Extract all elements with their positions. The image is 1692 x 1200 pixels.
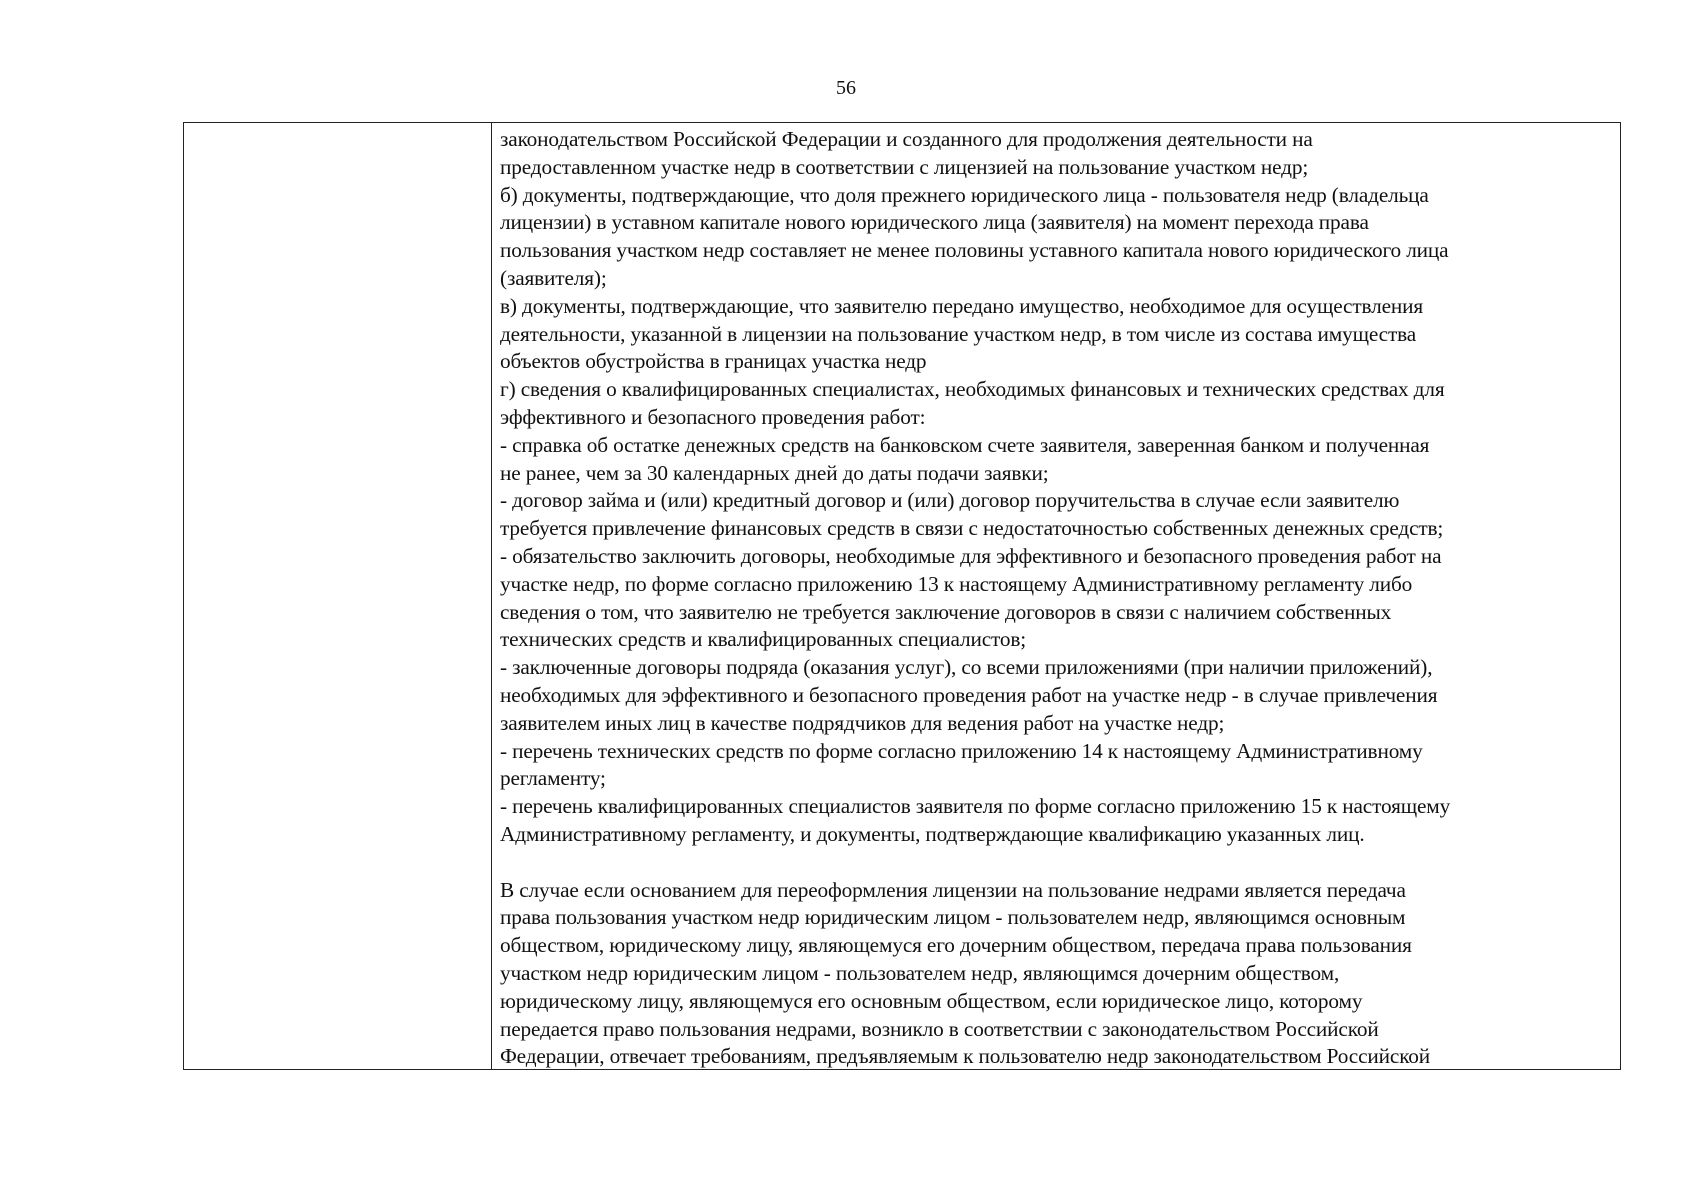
- text-line: права пользования участком недр юридическим лицом - пользователем недр, являющимся основным: [500, 905, 1406, 930]
- text-line: участке недр, по форме согласно приложению 13 к настоящему Административному регламенту либо: [500, 571, 1413, 596]
- text-line: предоставленном участке недр в соответствии с лицензией на пользование участком недр;: [500, 154, 1309, 179]
- table-left-cell: [184, 123, 492, 1069]
- text-line: передается право пользования недрами, возникло в соответствии с законодательством Российской: [500, 1016, 1379, 1041]
- text-line: (заявителя);: [500, 265, 607, 290]
- text-line: В случае если основанием для переоформления лицензии на пользование недрами является передача: [500, 877, 1406, 902]
- table-right-cell: [494, 123, 1620, 1069]
- text-line: регламенту;: [500, 766, 606, 791]
- text-line: объектов обустройства в границах участка недр: [500, 349, 927, 374]
- text-line: технических средств и квалифицированных специалистов;: [500, 627, 1027, 652]
- text-line: - справка об остатке денежных средств на банковском счете заявителя, заверенная банком и полученная: [500, 432, 1430, 457]
- text-line: - договор займа и (или) кредитный договор и (или) договор поручительства в случае если заявителю: [500, 488, 1400, 513]
- page-number: 56: [836, 77, 856, 99]
- text-line: - обязательство заключить договоры, необходимые для эффективного и безопасного проведения работ на: [500, 543, 1442, 568]
- text-line: эффективного и безопасного проведения работ:: [500, 404, 926, 429]
- text-line: в) документы, подтверждающие, что заявителю передано имущество, необходимое для осуществления: [500, 293, 1424, 318]
- text-line: г) сведения о квалифицированных специалистах, необходимых финансовых и технических средствах для: [500, 377, 1445, 402]
- text-line: Федерации, отвечает требованиям, предъявляемым к пользователю недр законодательством Российской: [500, 1044, 1431, 1069]
- text-line: требуется привлечение финансовых средств в связи с недостаточностью собственных денежных средств;: [500, 516, 1444, 541]
- paragraph-gap: [500, 849, 1614, 877]
- text-line: деятельности, указанной в лицензии на пользование участком недр, в том числе из состава имущества: [500, 321, 1417, 346]
- text-line: сведения о том, что заявителю не требуется заключение договоров в связи с наличием собственных: [500, 599, 1392, 624]
- text-line: Административному регламенту, и документы, подтверждающие квалификацию указанных лиц.: [500, 821, 1365, 846]
- text-line: юридическому лицу, являющемуся его основным обществом, если юридическое лицо, которому: [500, 988, 1363, 1013]
- text-line: пользования участком недр составляет не менее половины уставного капитала нового юридического лица: [500, 238, 1449, 263]
- text-line: лицензии) в уставном капитале нового юридического лица (заявителя) на момент перехода права: [500, 210, 1369, 235]
- text-line: - перечень квалифицированных специалистов заявителя по форме согласно приложению 15 к настоящему: [500, 794, 1451, 819]
- text-line: б) документы, подтверждающие, что доля прежнего юридического лица - пользователя недр (владельца: [500, 182, 1429, 207]
- text-line: законодательством Российской Федерации и созданного для продолжения деятельности на: [500, 127, 1313, 151]
- text-line: - заключенные договоры подряда (оказания услуг), со всеми приложениями (при наличии приложений),: [500, 655, 1433, 680]
- text-line: не ранее, чем за 30 календарных дней до даты подачи заявки;: [500, 460, 1049, 485]
- document-table: [183, 122, 1621, 1070]
- text-line: необходимых для эффективного и безопасного проведения работ на участке недр - в случае привлечения: [500, 682, 1438, 707]
- text-line: заявителем иных лиц в качестве подрядчиков для ведения работ на участке недр;: [500, 710, 1225, 735]
- text-line: обществом, юридическому лицу, являющемуся его дочерним обществом, передача права пользования: [500, 933, 1412, 958]
- text-line: участком недр юридическим лицом - пользователем недр, являющимся дочерним обществом,: [500, 960, 1340, 985]
- text-line: - перечень технических средств по форме согласно приложению 14 к настоящему Административному: [500, 738, 1423, 763]
